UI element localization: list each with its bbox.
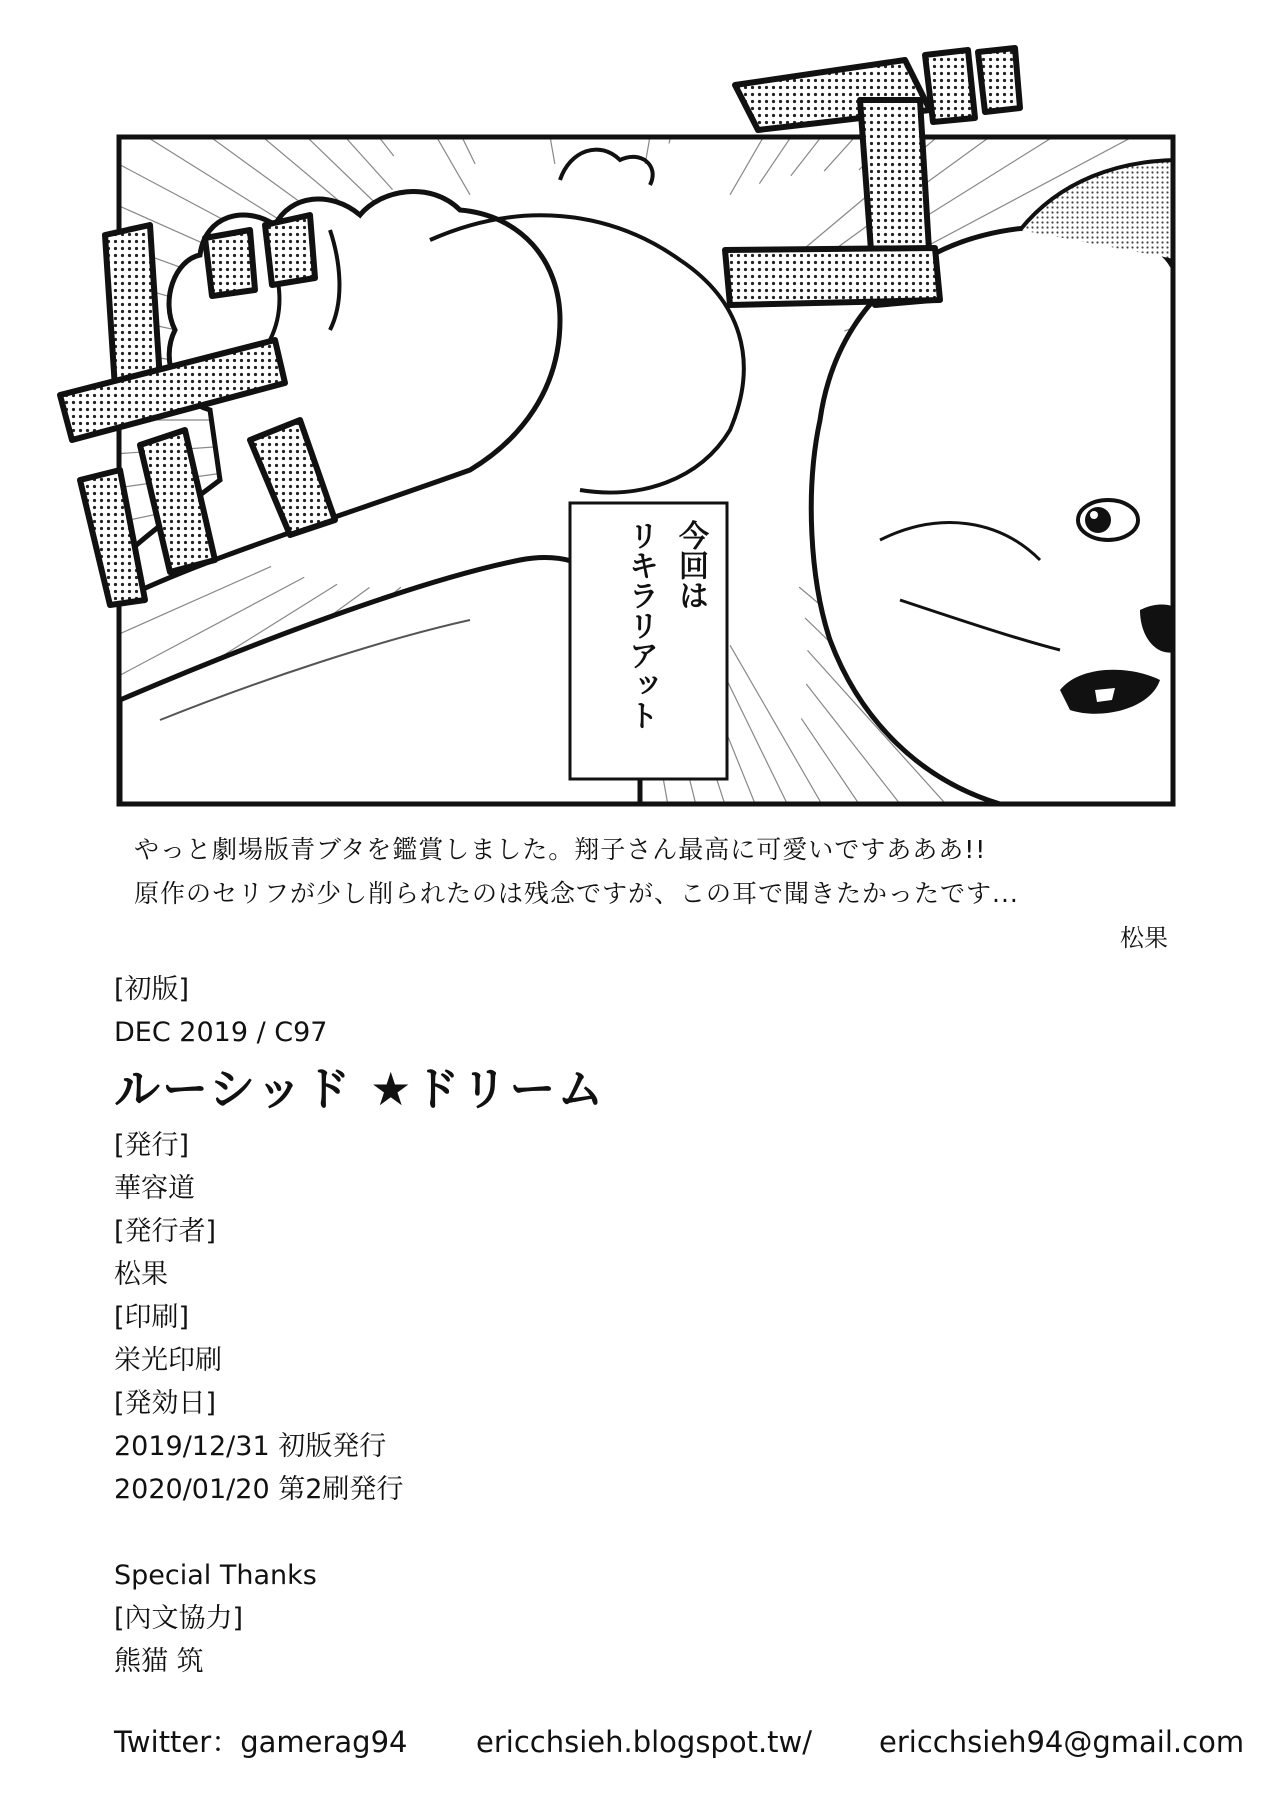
author-comment <box>134 828 1174 916</box>
speed-line <box>0 0 395 222</box>
speed-line <box>150 0 470 195</box>
comment-signature: 松果 <box>1120 924 1168 952</box>
speed-line <box>0 0 316 242</box>
contact-footer <box>114 1720 1245 1764</box>
colophon <box>114 968 605 1683</box>
date-second-printing: 2020/01/20 第2刷発行 <box>114 1474 404 1505</box>
speed-line <box>263 0 484 133</box>
printer-label: [印刷] <box>114 1302 190 1333</box>
twitter-handle: Twitter：gamerag94 <box>114 1725 408 1759</box>
speed-line <box>0 0 309 208</box>
printer-value: 栄光印刷 <box>114 1345 222 1376</box>
edition-label: [初版] <box>114 974 190 1005</box>
speech-line-2: リキラリアット <box>623 520 658 730</box>
book-title: ルーシッド ★ドリーム <box>114 1062 606 1116</box>
date-label: [発効日] <box>114 1388 217 1419</box>
publisher-value: 華容道 <box>114 1173 195 1204</box>
edition-value: DEC 2019 / C97 <box>114 1017 328 1048</box>
issuer-value: 松果 <box>114 1259 168 1290</box>
speed-line <box>382 0 513 71</box>
speed-line <box>0 0 393 190</box>
speech-text <box>585 520 715 770</box>
speed-line <box>638 0 694 62</box>
speed-line <box>506 0 570 137</box>
speed-line <box>322 0 497 101</box>
blog-url: ericchsieh.blogspot.tw/ <box>476 1725 813 1759</box>
email-address: ericchsieh94@gmail.com <box>879 1725 1245 1759</box>
speed-line <box>97 0 399 122</box>
manga-panel <box>0 0 1280 820</box>
thanks-label: [內文協力] <box>114 1603 244 1634</box>
speed-line <box>46 0 394 156</box>
thanks-value: 熊猫 筑 <box>114 1646 204 1677</box>
publisher-label: [発行] <box>114 1130 190 1161</box>
comment-line-2: 原作のセリフが少し削られたのは残念ですが、この耳で聞きたかったです... <box>134 879 1019 908</box>
thanks-heading: Special Thanks <box>114 1560 317 1591</box>
issuer-label: [発行者] <box>114 1216 217 1247</box>
speed-line <box>569 0 590 110</box>
speech-line-1: 今回は <box>673 520 708 610</box>
speed-line <box>612 0 632 85</box>
date-first-edition: 2019/12/31 初版発行 <box>114 1431 387 1462</box>
comment-line-1: やっと劇場版青ブタを鑑賞しました。翔子さん最高に可愛いですあああ!! <box>134 835 987 864</box>
